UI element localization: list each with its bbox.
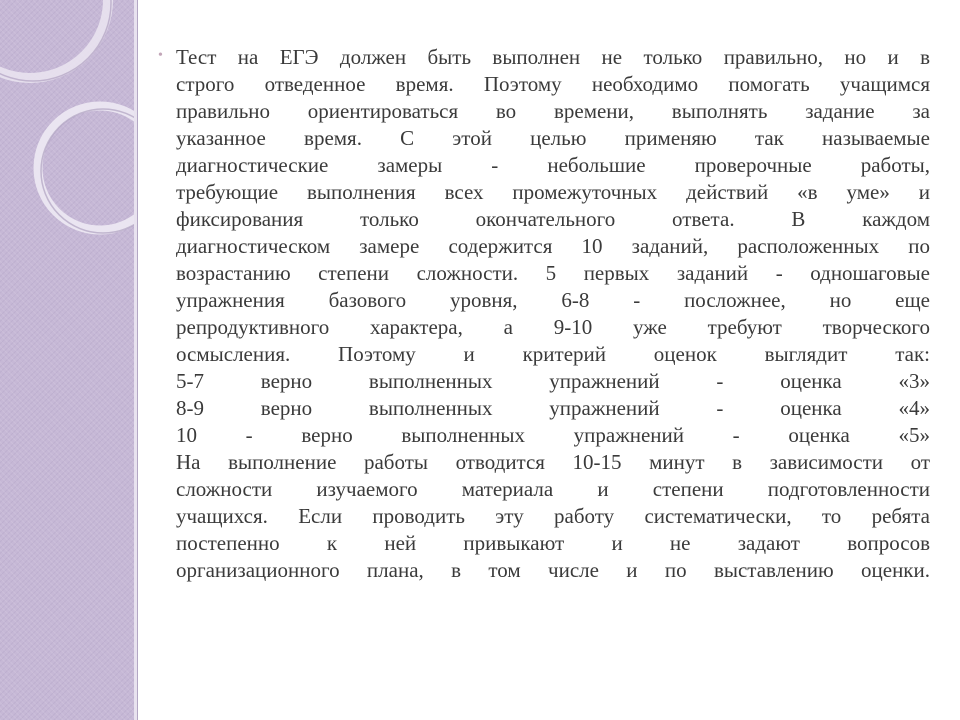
text-line: указанное время. С этой целью применяю так называемые xyxy=(176,126,930,150)
paragraph xyxy=(176,44,930,584)
slide-body xyxy=(158,44,930,584)
text-line: 5-7 верно выполненных упражнений - оценка «3» xyxy=(176,369,930,393)
bullet-icon: • xyxy=(158,48,163,63)
text-line: фиксирования только окончательного ответа. В каждом xyxy=(176,207,930,231)
text-line: Тест на ЕГЭ должен быть выполнен не только правильно, но и в xyxy=(176,45,930,69)
text-line: сложности изучаемого материала и степени подготовленности xyxy=(176,477,930,501)
decorative-side-panel xyxy=(0,0,134,720)
text-line: упражнения базового уровня, 6-8 - посложнее, но еще xyxy=(176,288,930,312)
text-line: учащихся. Если проводить эту работу систематически, то ребята xyxy=(176,504,930,528)
text-line: возрастанию степени сложности. 5 первых заданий - одношаговые xyxy=(176,261,930,285)
text-line: осмысления. Поэтому и критерий оценок выглядит так: xyxy=(176,342,930,366)
text-line: строго отведенное время. Поэтому необходимо помогать учащимся xyxy=(176,72,930,96)
text-line: диагностические замеры - небольшие проверочные работы, xyxy=(176,153,930,177)
text-line: требующие выполнения всех промежуточных действий «в уме» и xyxy=(176,180,930,204)
text-line: На выполнение работы отводится 10-15 минут в зависимости от xyxy=(176,450,930,474)
text-line: организационного плана, в том числе и по выставлению оценки. xyxy=(176,558,930,582)
panel-edge-shadow xyxy=(137,0,138,720)
text-line: репродуктивного характера, а 9-10 уже требуют творческого xyxy=(176,315,930,339)
text-line: правильно ориентироваться во времени, выполнять задание за xyxy=(176,99,930,123)
text-line: постепенно к ней привыкают и не задают вопросов xyxy=(176,531,930,555)
text-line: 10 - верно выполненных упражнений - оценка «5» xyxy=(176,423,930,447)
decorative-rings xyxy=(0,0,134,260)
text-line: диагностическом замере содержится 10 заданий, расположенных по xyxy=(176,234,930,258)
text-line: 8-9 верно выполненных упражнений - оценка «4» xyxy=(176,396,930,420)
